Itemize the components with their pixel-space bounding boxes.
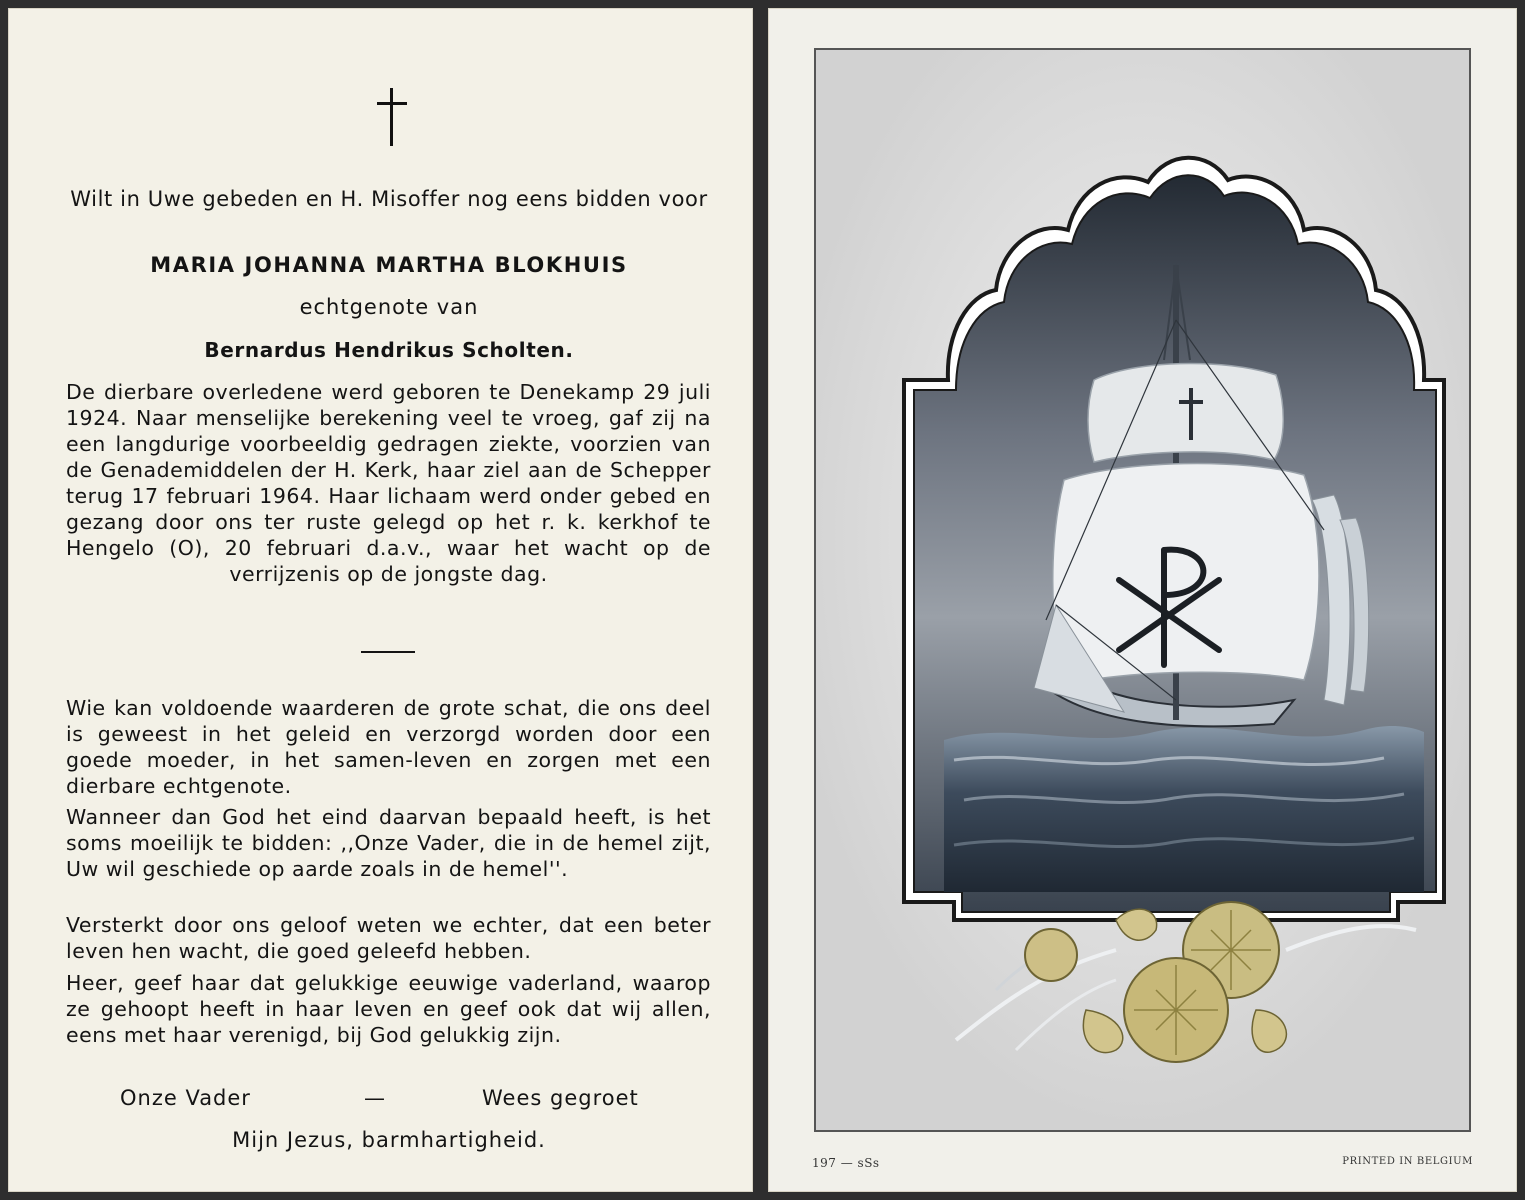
reflection-paragraph-4: Heer, geef haar dat gelukkige eeuwige vaderland, waarop ze gehoopt heeft in haar leven en geef ook dat wij allen, eens met haar verenigd, bij God gelukkig zijn. bbox=[66, 971, 711, 1047]
image-frame bbox=[814, 48, 1471, 1132]
right-image-card bbox=[768, 8, 1517, 1192]
reflection-paragraph-1: Wie kan voldoende waarderen de grote schat, die ons deel is geweest in het geleid en verzorgd worden door een goede moeder, in het samen-leven en zorgen met een dierbare echtgenote. bbox=[66, 696, 711, 798]
divider-line bbox=[361, 651, 415, 653]
reflection-paragraph-2: Wanneer dan God het eind daarvan bepaald heeft, is het soms moeilijk te bidden: ,,Onze Vader, die in de hemel zijt, Uw wil geschiede op aarde zoals in de hemel''. bbox=[66, 805, 711, 881]
prayer-wees-gegroet: Wees gegroet bbox=[482, 1086, 639, 1110]
spouse-of-label: echtgenote van bbox=[299, 295, 479, 319]
biography-paragraph: De dierbare overledene werd geboren te Denekamp 29 juli 1924. Naar menselijke berekening veel te vroeg, gaf zij na een langdurige voorbeeldig gedragen ziekte, voorzien van de Genademiddelen der H. Kerk, haar ziel aan de Schepper terug 17 februari 1964. Haar lichaam werd onder gebed en gezang door ons ter ruste gelegd op het r. k. kerkhof te Hengelo (O), 20 februari d.a.v., waar het wacht op de verrijzenis op de jongste dag. bbox=[66, 380, 711, 586]
print-code: 197 — sSs bbox=[812, 1156, 880, 1170]
cross-icon bbox=[377, 88, 407, 148]
prayers-row bbox=[66, 1086, 711, 1114]
reflection-paragraph-3: Versterkt door ons geloof weten we echter, dat een beter leven hen wacht, die goed geleefd hebben. bbox=[66, 913, 711, 963]
deceased-name: MARIA JOHANNA MARTHA BLOKHUIS bbox=[150, 253, 628, 277]
left-memorial-card bbox=[8, 8, 753, 1192]
closing-prayer: Mijn Jezus, barmhartigheid. bbox=[232, 1128, 546, 1152]
printed-in-label: PRINTED IN BELGIUM bbox=[1342, 1156, 1473, 1167]
prayer-separator: — bbox=[364, 1086, 386, 1110]
spouse-name: Bernardus Hendrikus Scholten. bbox=[204, 338, 574, 362]
prayer-onze-vader: Onze Vader bbox=[120, 1086, 251, 1110]
intro-text: Wilt in Uwe gebeden en H. Misoffer nog eens bidden voor bbox=[70, 187, 708, 211]
ship-illustration bbox=[816, 50, 1469, 1130]
